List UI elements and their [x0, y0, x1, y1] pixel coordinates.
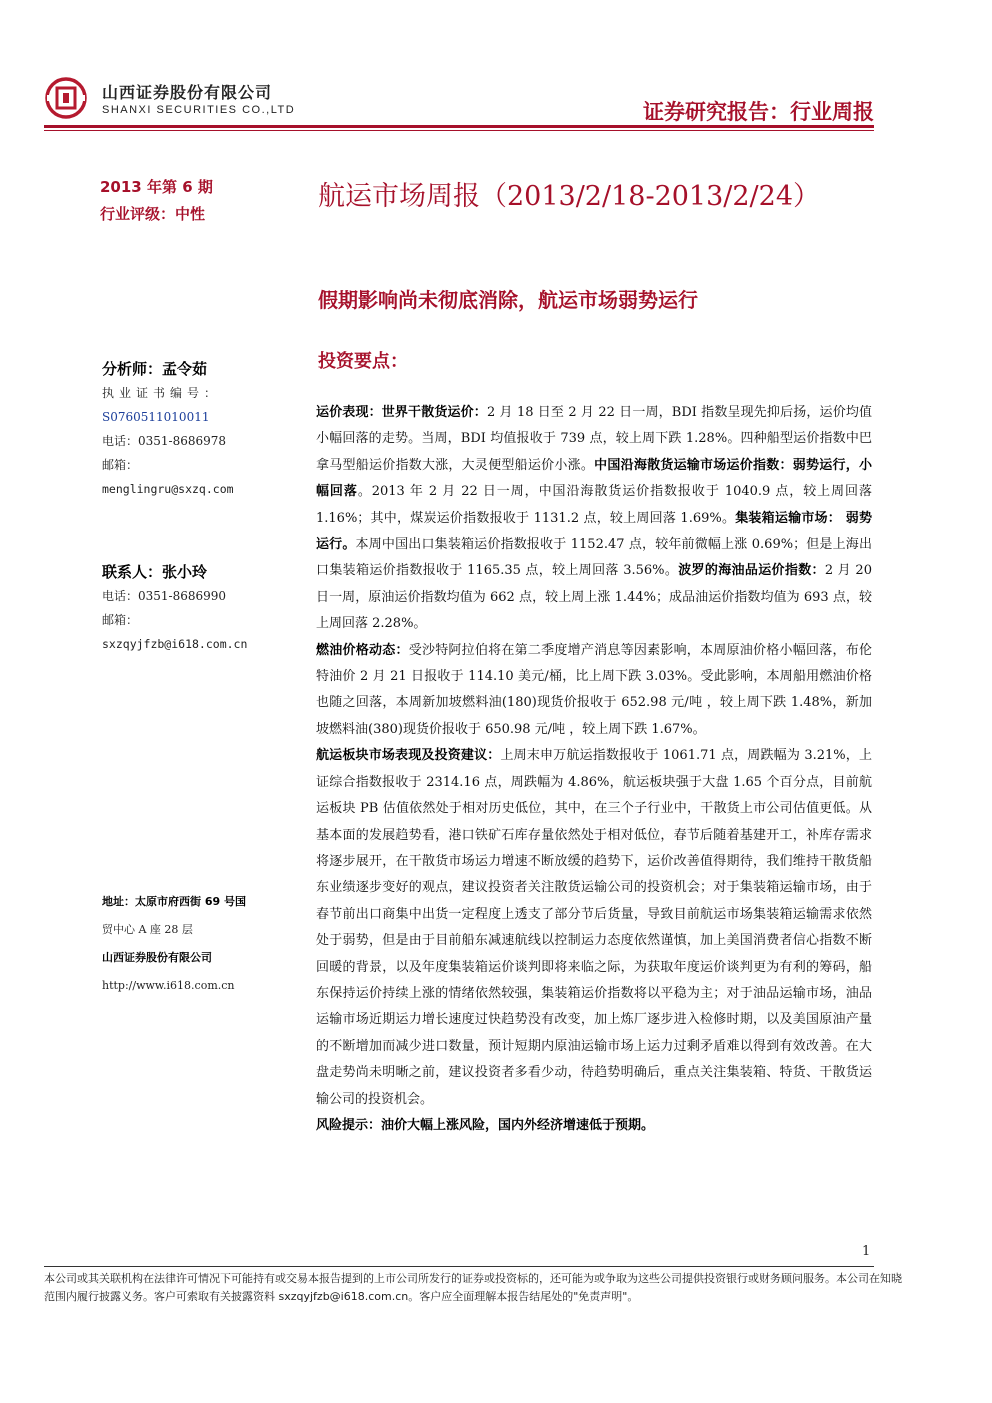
- issue-number: 2013 年第 6 期: [100, 178, 213, 196]
- address-line-1: 地址：太原市府西街 69 号国: [102, 895, 246, 908]
- text-coastal: 。2013 年 2 月 22 日一周，中国沿海散货运价指数报收于 1040.9 点，较上周回落 1.16%；其中，煤炭运价指数报收于 1131.2 点，较上周回落 1.69%。: [316, 484, 872, 526]
- contact-email[interactable]: sxzqyjfzb@i618.com.cn: [102, 637, 248, 651]
- heading-sector: 航运板块市场表现及投资建议：: [316, 748, 501, 764]
- analyst-phone: 电话：0351-8686978: [102, 434, 227, 448]
- text-freight: 2 月 18 日至 2 月 22 日一周，BDI 指数呈现先抑后扬，运价均值小幅回落的走势。当周，BDI 均值报收于 739 点，较上周下跌 1.28%。四种船型运价指数中巴拿马型船运价指数大涨，大灵便型船运价小涨。: [316, 405, 872, 473]
- address-block: [102, 888, 277, 1000]
- heading-container: 集装箱运输市场： 弱势运行。: [316, 510, 872, 553]
- analyst-email[interactable]: menglingru@sxzq.com: [102, 482, 234, 496]
- contact-block: [102, 560, 277, 656]
- company-name-cn: 山西证券股份有限公司: [102, 83, 273, 102]
- report-body: [316, 400, 872, 1139]
- contact-phone: 电话：0351-8686990: [102, 589, 227, 603]
- report-title: 航运市场周报（2013/2/18-2013/2/24）: [318, 181, 821, 212]
- company-name-en: SHANXI SECURITIES CO.,LTD: [102, 104, 296, 116]
- risk-warning: 风险提示：油价大幅上涨风险，国内外经济增速低于预期。: [316, 1117, 655, 1133]
- address-line-2: 贸中心 A 座 28 层: [102, 923, 193, 936]
- page-number: 1: [862, 1244, 871, 1259]
- header-divider-thin: [44, 130, 874, 131]
- disclaimer-text: 本公司或其关联机构在法律许可情况下可能持有或交易本报告提到的上市公司所发行的证券或投资标的，还可能为或争取为这些公司提供投资银行或财务顾问服务。本公司在知晓范围内履行披露义务。客户可索取有关披露资料 sxzqyjfzb@i618.com.cn。客户应全面理解本报告结尾处的"免责声明"。: [44, 1272, 902, 1303]
- analyst-email-label: 邮箱：: [102, 458, 139, 472]
- paragraph-sector: [316, 743, 872, 1113]
- heading-coastal: 中国沿海散货运输市场运价指数：弱势运行，小幅回落: [316, 457, 872, 500]
- paragraph-risk: [316, 1113, 872, 1139]
- text-sector: 上周末申万航运指数报收于 1061.71 点，周跌幅为 3.21%，上证综合指数报收于 2314.16 点，周跌幅为 4.86%，航运板块强于大盘 1.65 个百分点，目前航运板块 PB 估值依然处于相对历史低位，其中，在三个子行业中，干散货上市公司估值更低。从基本面的发展趋势看，港口铁矿石库存量依然处于相对低位，春节后随着基建开工，补库存需求将逐步展开，在干散货市场运力增速不断放缓的趋势下，运价改善值得期待，我们维持干散货船东业绩逐步变好的观点，建议投资者关注散货运输公司的投资机会；对于集装箱运输市场，由于春节前出口商集中出货一定程度上透支了部分节后货量，导致目前航运市场集装箱运输需求依然处于弱势，但是由于目前船东减速航线以控制运力态度依然谨慎，加上美国消费者信心指数不断回暖的背景，以及年度集装箱运价谈判即将来临之际，为获取年度运价谈判更为有利的筹码，船东保持运价持续上涨的情绪依然较强，集装箱运价指数将以平稳为主；对于油品运输市场，油品运输市场近期运力增长速度过快趋势没有改变，加上炼厂逐步进入检修时期，以及美国原油产量的不断增加而减少进口数量，预计短期内原油运输市场上运力过剩矛盾难以得到有效改善。在大盘走势尚未明晰之前，建议投资者多看少动，待趋势明确后，重点关注集装箱、特货、干散货运输公司的投资机会。: [316, 748, 872, 1107]
- analyst-name: 分析师：孟令茹: [102, 360, 208, 378]
- report-subtitle: 假期影响尚未彻底消除，航运市场弱势运行: [318, 288, 698, 312]
- text-baltic: 2 月 20 日一周，原油运价指数均值为 662 点，较上周上涨 1.44%；成品油运价指数均值为 693 点，较上周回落 2.28%。: [316, 563, 872, 632]
- cert-label: 执业证书编号：: [102, 386, 222, 400]
- header-divider: [44, 125, 874, 128]
- contact-name: 联系人：张小玲: [102, 563, 208, 581]
- text-fuel: 受沙特阿拉伯将在第二季度增产消息等因素影响，本周原油价格小幅回落，布伦特油价 2 月 21 日报收于 114.10 美元/桶，比上周下跌 3.03%。受此影响，本周船用燃油价格也随之回落，本周新加坡燃料油(180)现货价报收于 652.98 元/吨 ，较上周下跌 1.48%，新加坡燃料油(380)现货价报收于 650.98 元/吨 ，较上周下跌 1.67%。: [316, 642, 872, 737]
- industry-rating: 行业评级：中性: [100, 205, 206, 223]
- text-container: 本周中国出口集装箱运价指数报收于 1152.47 点，较年前微幅上涨 0.69%；但是上海出口集装箱运价指数报收于 1165.35 点，较上周回落 3.56%。: [316, 537, 872, 579]
- address-website[interactable]: http://www.i618.com.cn: [102, 979, 235, 992]
- contact-email-label: 邮箱：: [102, 613, 139, 627]
- cert-number: S0760511010011: [102, 410, 210, 424]
- paragraph-freight: [316, 400, 872, 638]
- analyst-block: [102, 357, 277, 501]
- footer-divider: [44, 1266, 874, 1267]
- address-company: 山西证券股份有限公司: [102, 951, 212, 964]
- shanxi-securities-logo-icon: [44, 76, 88, 120]
- heading-baltic: 波罗的海油品运价指数：: [678, 563, 825, 579]
- report-type-label: 证券研究报告：行业周报: [643, 100, 874, 124]
- paragraph-fuel: [316, 638, 872, 744]
- heading-freight: 运价表现：世界干散货运价：: [316, 405, 487, 420]
- section-heading: 投资要点：: [318, 351, 408, 372]
- heading-fuel: 燃油价格动态：: [316, 642, 409, 658]
